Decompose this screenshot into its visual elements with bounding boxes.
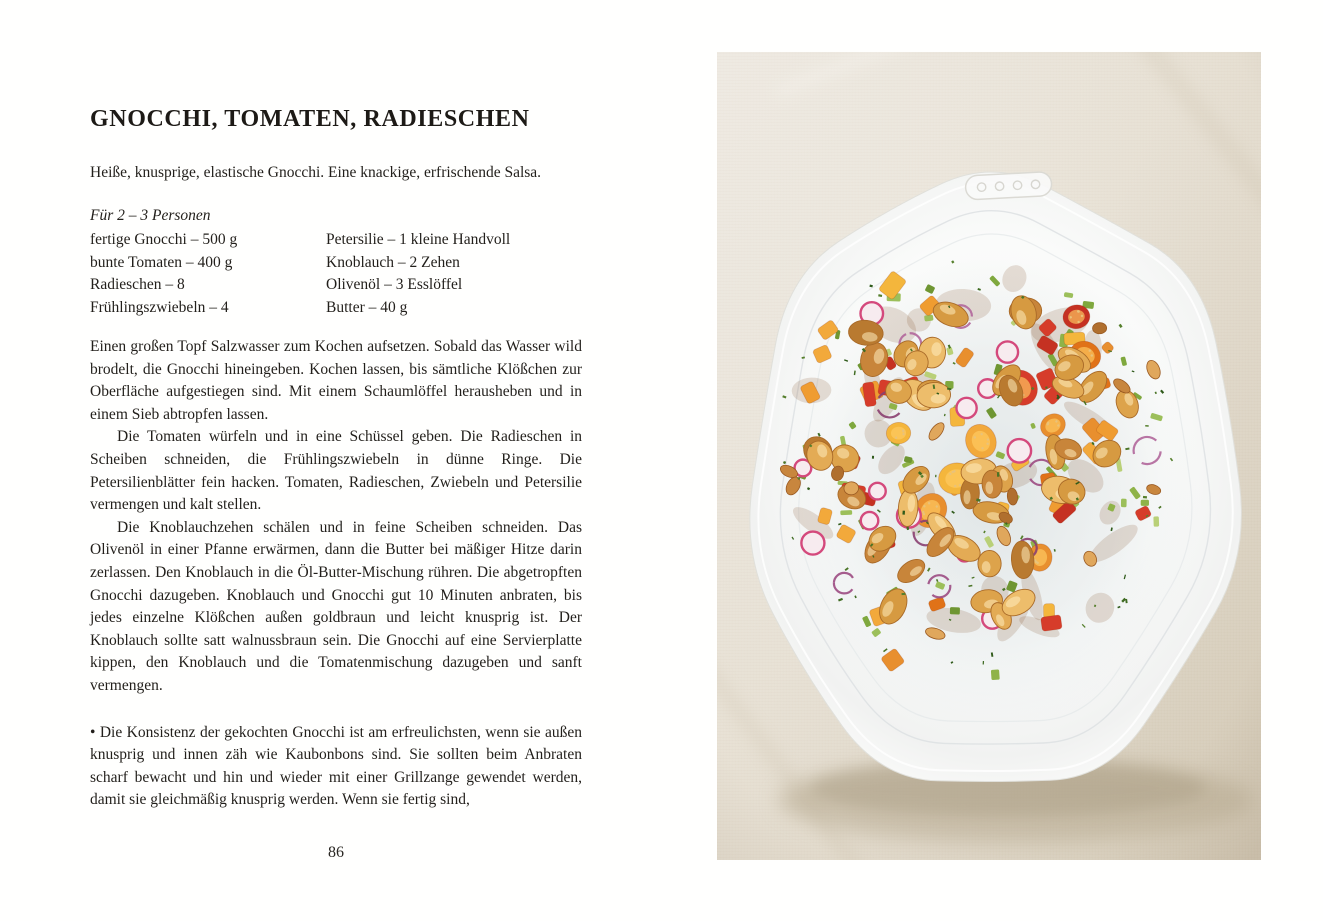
food-photo-illustration [717, 52, 1261, 860]
ingredient-item: Frühlingszwiebeln – 4 [90, 298, 229, 316]
ingredient-item: fertige Gnocchi – 500 g [90, 231, 238, 248]
step-paragraph: Die Knoblauchzehen schälen und in feine Scheiben schneiden. Das Olivenöl in einer Pfanne erwärmen, dann die Butter bei mäßiger Hitze darin zerlassen. Den Knoblauch in die Öl-Butter-Mischung rühren. Die abgetropften Gnocchi dazugeben. Knoblauch und Gnocchi gut 10 Minuten anbraten, bis jedes einzelne Klößchen außen goldbraun und leicht knusprig ist. Der Knoblauch sollte satt walnussbraun sein. Die Gnocchi auf eine Servierplatte kippen, den Knoblauch und die Tomatenmischung dazugeben und sanft vermengen. [90, 518, 582, 694]
page-number: 86 [328, 843, 344, 861]
step-paragraph: Die Tomaten würfeln und in eine Schüssel geben. Die Radieschen in Scheiben schneiden, die Frühlingszwiebeln in dünne Ringe. Die Petersilienblätter fein hacken. Tomaten, Radieschen, Zwiebeln und Petersilie vermengen und kalt stellen. [90, 428, 582, 514]
food-photo [717, 52, 1261, 860]
ingredients-column-left [90, 229, 326, 319]
preparation-steps [90, 336, 582, 698]
ingredients-column-right [326, 229, 582, 319]
recipe-intro: Heiße, knusprige, elastische Gnocchi. Eine knackige, erfrischende Salsa. [90, 164, 542, 181]
step-paragraph: Einen großen Topf Salzwasser zum Kochen aufsetzen. Sobald das Wasser wild brodelt, die Gnocchi hineingeben. Kochen lassen, bis sämtliche Klößchen zur Oberfläche aufgestiegen sind. Mit einem Schaumlöffel herausheben und in einem Sieb abtropfen lassen. [90, 338, 582, 423]
recipe-title: GNOCCHI, TOMATEN, RADIESCHEN [90, 106, 530, 132]
ingredient-item: bunte Tomaten – 400 g [90, 253, 233, 271]
ingredients-list [90, 229, 582, 319]
ingredient-item: Knoblauch – 2 Zehen [326, 253, 460, 271]
ingredient-item: Petersilie – 1 kleine Handvoll [326, 231, 511, 248]
servings-line: Für 2 – 3 Personen [90, 207, 211, 224]
tip-note: • Die Konsistenz der gekochten Gnocchi ist am erfreulichsten, wenn sie außen knusprig und innen zäh wie Kaubonbons sind. Sie sollten beim Anbraten scharf bewacht und hin und wieder mit einer Grillzange gewendet werden, damit sie gleichmäßig knusprig werden. Wenn sie fertig sind, [90, 723, 582, 809]
recipe-page [90, 104, 582, 862]
ingredient-item: Radieschen – 8 [90, 276, 185, 293]
ingredient-item: Butter – 40 g [326, 298, 408, 316]
ingredient-item: Olivenöl – 3 Esslöffel [326, 276, 463, 293]
